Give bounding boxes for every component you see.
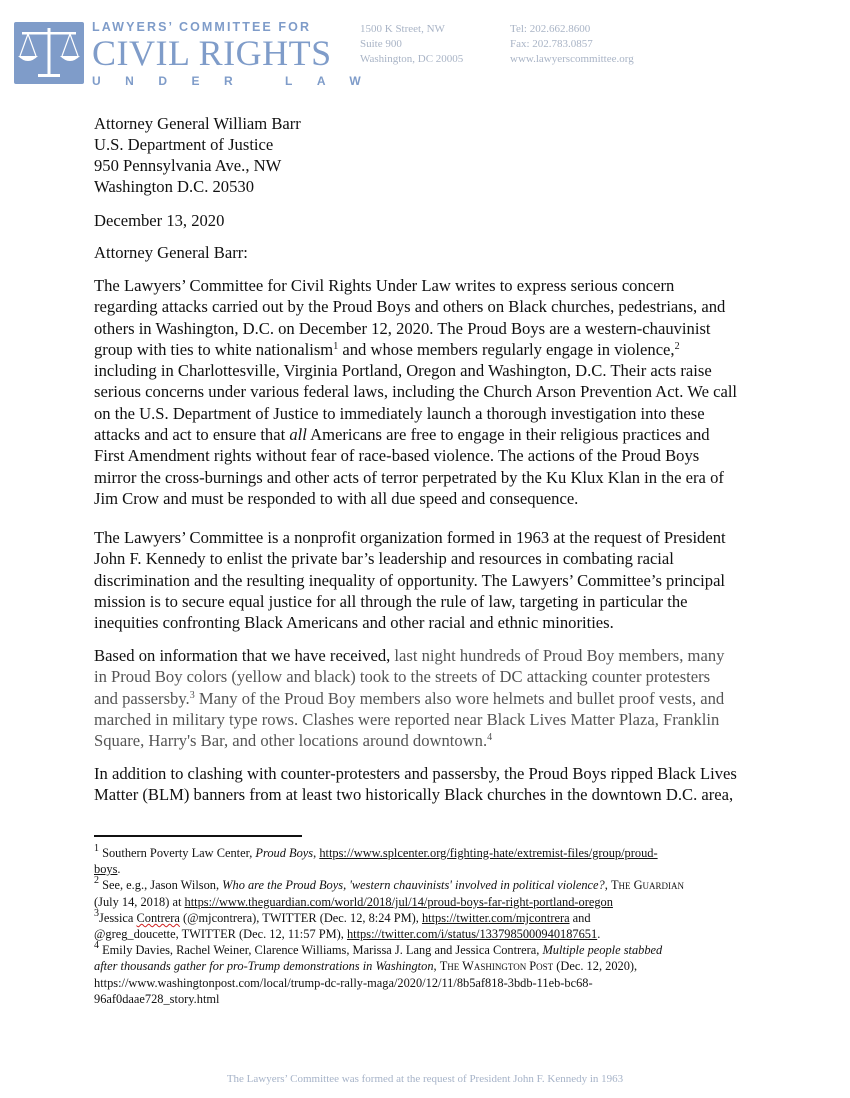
footnote-ref-3[interactable]: 3 bbox=[189, 689, 195, 701]
footnote-link[interactable]: https://twitter.com/i/status/1337985000940187651 bbox=[346, 927, 598, 942]
footnote-ref-1[interactable]: 1 bbox=[333, 340, 339, 352]
footnote-link[interactable]: https://twitter.com/mjcontrera bbox=[421, 910, 570, 925]
website-link[interactable]: www.lawyerscommittee.org bbox=[510, 53, 634, 65]
org-name-line1: LAWYERS’ COMMITTEE FOR bbox=[92, 20, 312, 34]
footnote-link[interactable]: 96af0daae728_story.html bbox=[94, 991, 220, 1006]
telephone: Tel: 202.662.8600 bbox=[510, 23, 591, 35]
footnotes: $^1$ Southern Poverty Law Center, Proud Boys, https://www.splcenter.org/fighting-hate/extremist-files/group/proud- boys. $^2$ See, e.g., Jason Wilson, Who are the Proud Boys, 'western chauvinists' involved in political violence?, The Guardian (July 14, 2018) at https://www.theguardian.com/world/2018/jul/14/proud-boys-far-right-portland-oregon $^3$Jessica Contrera (@mjcontrera), TWITTER (Dec. 12, 8:24 PM), https://twitter.com/mjcontrera and @greg_doucette, TWITTER (Dec. 12, 11:57 PM), https://twitter.com/i/status/1337985000940187651. $^4$ Emily Davies, Rachel Weiner, Clarence Williams, Marissa J. Lang and Jessica Contrera, Multiple people stabbed after thousands gather for pro-Trump demonstrations in Washington, The Washington Post (Dec. 12, 2020), https://www.washingtonpost.com/local/trump-dc-rally-maga/2020/12/11/8b5af818-3bdb-11eb-bc68- 96af0daae728_story.html bbox=[94, 845, 784, 1007]
footnote-4: $^4$ Emily Davies, Rachel Weiner, Clarence Williams, Marissa J. Lang and Jessica Contrera, Multiple people stabbed bbox=[94, 940, 663, 958]
page-footer: The Lawyers’ Committee was formed at the request of President John F. Kennedy in 1963 bbox=[226, 1073, 624, 1085]
paragraph-2: The Lawyers’ Committee is a nonprofit organization formed in 1963 at the request of President John F. Kennedy to enlist the private bar’s leadership and resources in combating racial discrimination and the resulting inequality of opportunity. The Lawyers’ Committee’s principal mission is to secure equal justice for all through the rule of law, targeting in particular the inequities confronting Black Americans and other racial and ethnic minorities. bbox=[94, 528, 726, 633]
letterhead-address bbox=[360, 22, 463, 67]
footnote-ref-2[interactable]: 2 bbox=[674, 340, 680, 352]
recipient-address bbox=[94, 113, 301, 197]
letterhead-contact bbox=[510, 22, 634, 67]
emphasis-all: all bbox=[289, 425, 307, 445]
paragraph-4: In addition to clashing with counter-protesters and passersby, the Proud Boys ripped Black Lives Matter (BLM) banners from at least two historically Black churches in the downtown D.C. area, bbox=[94, 764, 737, 805]
footnote-2: $^2$ See, e.g., Jason Wilson, Who are the Proud Boys, 'western chauvinists' involved in political violence?, The Guardian bbox=[94, 875, 685, 893]
scales-of-justice-logo-icon bbox=[14, 22, 84, 84]
spellcheck-flagged-word: Contrera bbox=[136, 910, 180, 925]
address-line: Suite 900 bbox=[360, 38, 402, 50]
recipient-line: Washington D.C. 20530 bbox=[94, 177, 254, 196]
address-line: Washington, DC 20005 bbox=[360, 53, 464, 65]
recipient-line: Attorney General William Barr bbox=[94, 114, 301, 133]
paragraph-3: Based on information that we have received, last night hundreds of Proud Boy members, many in Proud Boy colors (yellow and black) took to the streets of DC attacking counter protesters and passersby.$^3$ Many of the Proud Boy members also wore helmets and bullet proof vests, and marched in military type rows. Clashes were reported near Black Lives Matter Plaza, Franklin Square, Harry's Bar, and other locations around downtown.$^4$ bbox=[94, 646, 725, 751]
footnote-link[interactable]: boys bbox=[94, 862, 118, 877]
recipient-line: 950 Pennsylvania Ave., NW bbox=[94, 156, 282, 175]
address-line: 1500 K Street, NW bbox=[360, 23, 445, 35]
letter-date: December 13, 2020 bbox=[94, 211, 225, 230]
recipient-line: U.S. Department of Justice bbox=[94, 135, 274, 154]
organization-logo bbox=[92, 20, 385, 88]
fax: Fax: 202.783.0857 bbox=[510, 38, 593, 50]
footnote-link[interactable]: https://www.theguardian.com/world/2018/jul/14/proud-boys-far-right-portland-oregon bbox=[184, 894, 613, 909]
footnote-1: $^1$ Southern Poverty Law Center, Proud Boys, https://www.splcenter.org/fighting-hate/extremist-files/group/proud- bbox=[94, 843, 658, 860]
footnote-divider bbox=[94, 835, 302, 837]
footnote-link[interactable]: https://www.washingtonpost.com/local/trump-dc-rally-maga/2020/12/11/8b5af818-3bdb-11eb-bc68- bbox=[94, 975, 593, 990]
footnote-ref-4[interactable]: 4 bbox=[487, 732, 493, 744]
paragraph-1: The Lawyers’ Committee for Civil Rights Under Law writes to express serious concern regarding attacks carried out by the Proud Boys and others on Black churches, pedestrians, and others in Washington, D.C. on December 12, 2020. The Proud Boys are a western-chauvinist group with ties to white nationalism$^1$ and whose members regularly engage in violence,$^2$ including in Charlottesville, Virginia Portland, Oregon and Washington, D.C. Their acts raise serious concerns under various federal laws, including the Church Arson Prevention Act. We call on the U.S. Department of Justice to immediately launch a thorough investigation into these attacks and act to ensure that all Americans are free to engage in their religious practices and First Amendment rights without fear of race-based violence. The actions of the Proud Boys mirror the cross-burnings and other acts of terror perpetrated by the Ku Klux Klan in the era of Jim Crow and must be responded to with all due speed and consequence. bbox=[94, 276, 738, 508]
salutation: Attorney General Barr: bbox=[94, 243, 248, 262]
footnote-3: $^3$Jessica Contrera (@mjcontrera), TWITTER (Dec. 12, 8:24 PM), https://twitter.com/mjcontrera and bbox=[94, 907, 591, 925]
footnote-link[interactable]: https://www.splcenter.org/fighting-hate/extremist-files/group/proud- bbox=[319, 846, 658, 860]
org-name-line3: UNDER LAW bbox=[92, 74, 386, 88]
org-name-line2: CIVIL RIGHTS bbox=[92, 33, 332, 73]
